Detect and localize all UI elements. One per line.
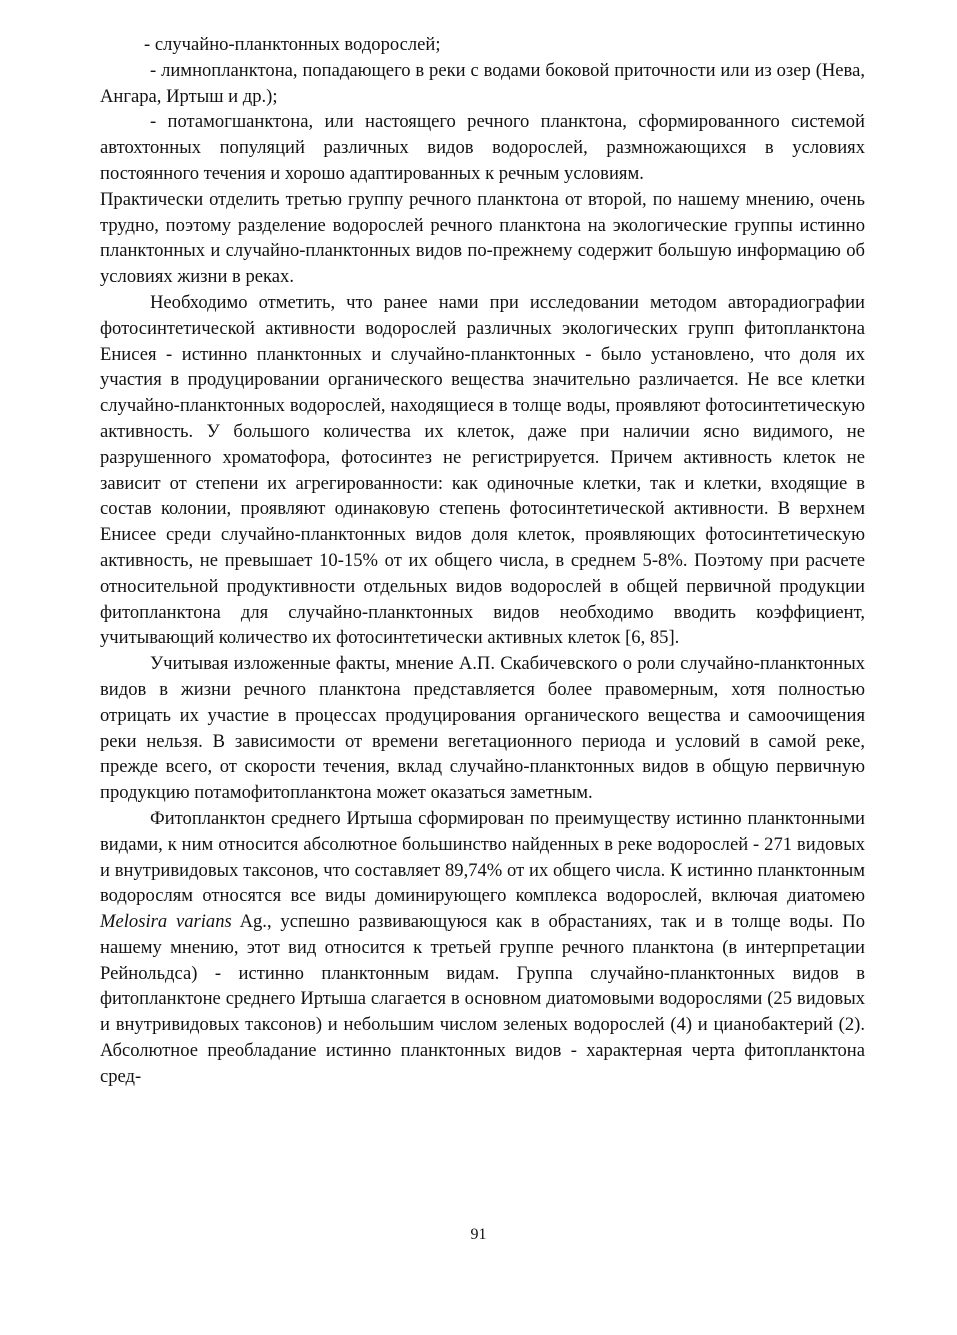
paragraph-skabichevsky: Учитывая изложенные факты, мнение А.П. Скабичевского о роли случайно-планктонных видов в жизни речного планктона представляется более правомерным, хотя полностью отрицать их участие в процессах продуцирования органического вещества и самоочищения реки нельзя. В зависимости от времени вегетационного периода и условий в самой реке, прежде всего, от скорости течения, вклад случайно-планктонных видов в общую первичную продукцию потамофитопланктона может оказаться заметным. [100, 653, 865, 804]
paragraph-summary: Практически отделить третью группу речного планктона от второй, по нашему мнению, очень трудно, поэтому разделение водорослей речного планктона на экологические группы истинно планктонных и случайно-планктонных видов по-прежнему содержит большую информацию об условиях жизни в реках. [100, 188, 865, 288]
list-item-2: - лимнопланктона, попадающего в реки с водами боковой приточности или из озер (Нева, Ангара, Иртыш и др.); [100, 59, 865, 107]
paragraph-irtysh [100, 806, 865, 1090]
list-item-3: - потамогшанктона, или настоящего речного планктона, сформированного системой автохтонных популяций различных видов водорослей, размножающихся в условиях постоянного течения и хорошо адаптированных к речным условиям. [100, 111, 865, 184]
page-number: 91 [470, 1226, 487, 1243]
body-text [100, 32, 865, 1090]
paragraph-irtysh-part1: Фитопланктон среднего Иртыша сформирован по преимуществу истинно планктонными видами, к ним относится абсолютное большинство найденных в реке водорослей - 271 видовых и внутривидовых таксонов, что составляет 89,74% от их общего числа. К истинно планктонным водорослям относятся все виды доминирующего комплекса водорослей, включая диатомею [100, 807, 865, 907]
paragraph-irtysh-part2: Ag., успешно развивающуюся как в обрастаниях, так и в толще воды. По нашему мнению, этот вид относится к третьей группе речного планктона (в интерпретации Рейнольдса) - истинно планктонным видам. Группа случайно-планктонных видов в фитопланктоне среднего Иртыша слагается в основном диатомовыми водорослями (25 видовых и внутривидовых таксонов) и небольшим числом зеленых водорослей (4) и цианобактерий (2). Абсолютное преобладание истинно планктонных видов - характерная черта фитопланктона сред- [100, 911, 865, 1087]
list-item-1: - случайно-планктонных водорослей; [144, 34, 441, 55]
species-name: Melosira varians [100, 911, 232, 933]
paragraph-autoradiography: Необходимо отметить, что ранее нами при исследовании методом авторадиографии фотосинтетической активности водорослей различных экологических групп фитопланктона Енисея - истинно планктонных и случайно-планктонных - было установлено, что доля их участия в продуцировании органического вещества значительно различается. Не все клетки случайно-планктонных водорослей, находящиеся в толще воды, проявляют фотосинтетическую активность. У большого количества их клеток, даже при наличии ясно видимого, не разрушенного хроматофора, фотосинтез не регистрируется. Причем активность клеток не зависит от степени их агрегированности: как одиночные клетки, так и клетки, входящие в состав колонии, проявляют одинаковую степень фотосинтетической активности. В верхнем Енисее среди случайно-планктонных видов доля клеток, проявляющих фотосинтетическую активность, не превышает 10-15% от их общего числа, в среднем 5-8%. Поэтому при расчете относительной продуктивности отдельных видов водорослей в общей первичной продукции фитопланктона для случайно-планктонных видов необходимо вводить коэффициент, учитывающий количество их фотосинтетически активных клеток [6, 85]. [100, 291, 865, 649]
